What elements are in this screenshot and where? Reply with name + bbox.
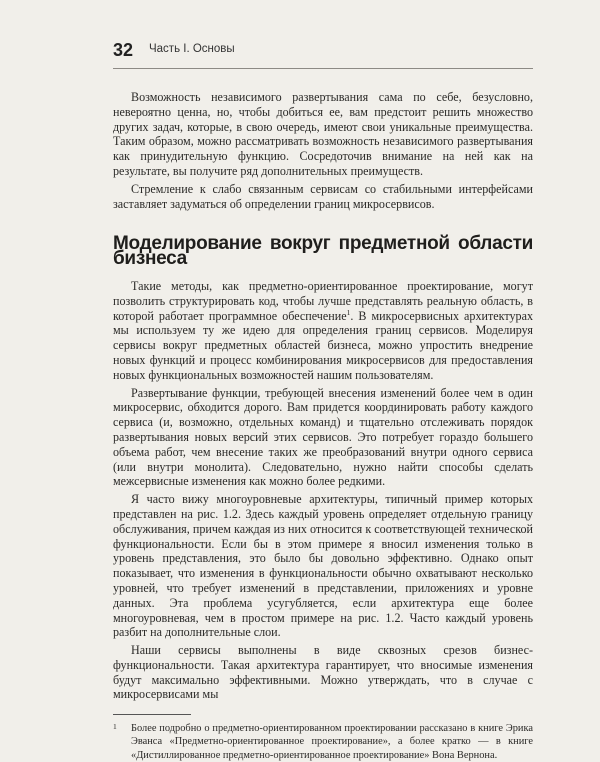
paragraph-2: Стремление к слабо связанным сервисам со стабильными интерфейсами заставляет задуматься об определении границ микросервисов. (113, 181, 533, 211)
footnote (113, 722, 533, 762)
page-content (113, 90, 533, 762)
footnote-mark: 1 (113, 722, 117, 732)
footnote-text: Более подробно о предметно-ориентированном проектировании рассказано в книге Эрика Эванса «Предметно-ориентированное проектирование», а более кратко — в книге «Дистиллированное предметно-ориентированное проектирование» Вона Вернона. (131, 723, 533, 761)
section-heading: Моделирование вокруг предметной области бизнеса (113, 233, 533, 270)
paragraph-3-start: Такие методы, как предметно-ориентированное проектирование, могут позволить структурировать код, чтобы лучше представлять реальную область, в которой работает программное обеспечение (113, 278, 533, 323)
paragraph-3 (113, 279, 533, 383)
running-head: Часть I. Основы (149, 43, 235, 55)
paragraph-5: Я часто вижу многоуровневые архитектуры, типичный пример которых представлен на рис. 1.2. Здесь каждый уровень определяет отдельную границу обслуживания, причем каждая из них относится к соответствующей технической функциональности. Если бы в этом примере я вносил изменения только в уровень представления, это было бы довольно эффективно. Однако опыт показывает, что изменения в функциональности обычно охватывают несколько уровней, что требует изменений в представлении, приложениях и уровне данных. Эта проблема усугубляется, если архитектура еще более многоуровневая, чем в простом примере на рис. 1.2. Часто каждый уровень разбит на дополнительные слои. (113, 492, 533, 640)
footnote-divider (113, 714, 191, 715)
paragraph-4: Развертывание функции, требующей внесения изменений более чем в один микросервис, обходится дорого. Вам придется координировать работу каждого сервиса (и, возможно, отдельных команд) и тщательно отслеживать порядок развертывания новых версий этих сервисов. Это потребует гораздо большего объема работ, чем внесение таких же преобразований внутри одного сервиса (или внутри монолита). Следовательно, нужно найти способы сделать межсервисные изменения как можно более редкими. (113, 385, 533, 489)
page-number: 32 (113, 40, 134, 60)
page-header (113, 38, 533, 69)
paragraph-1: Возможность независимого развертывания сама по себе, безусловно, невероятно ценна, но, чтобы добиться ее, вам предстоит решить множество других задач, которые, в свою очередь, имеют свои уникальные преимущества. Таким образом, можно рассматривать возможность независимого развертывания как принудительную функцию. Сосредоточив внимание на ней как на результате, вы получите ряд дополнительных преимуществ. (113, 90, 533, 178)
footnote-reference[interactable]: 1 (346, 307, 351, 317)
paragraph-3-end: . В микросервисных архитектурах мы используем ту же идею для определения границ сервисов. Моделируя сервисы вокруг предметных областей бизнеса, можно упростить внедрение новых функций и процесс комбинирования микросервисов для предоставления новых функциональных возможностей нашим пользователям. (113, 308, 533, 382)
paragraph-6: Наши сервисы выполнены в виде сквозных срезов бизнес-функциональности. Такая архитектура гарантирует, что вносимые изменения будут максимально эффективными. Можно утверждать, что в случае с микросервисами мы (113, 643, 533, 702)
